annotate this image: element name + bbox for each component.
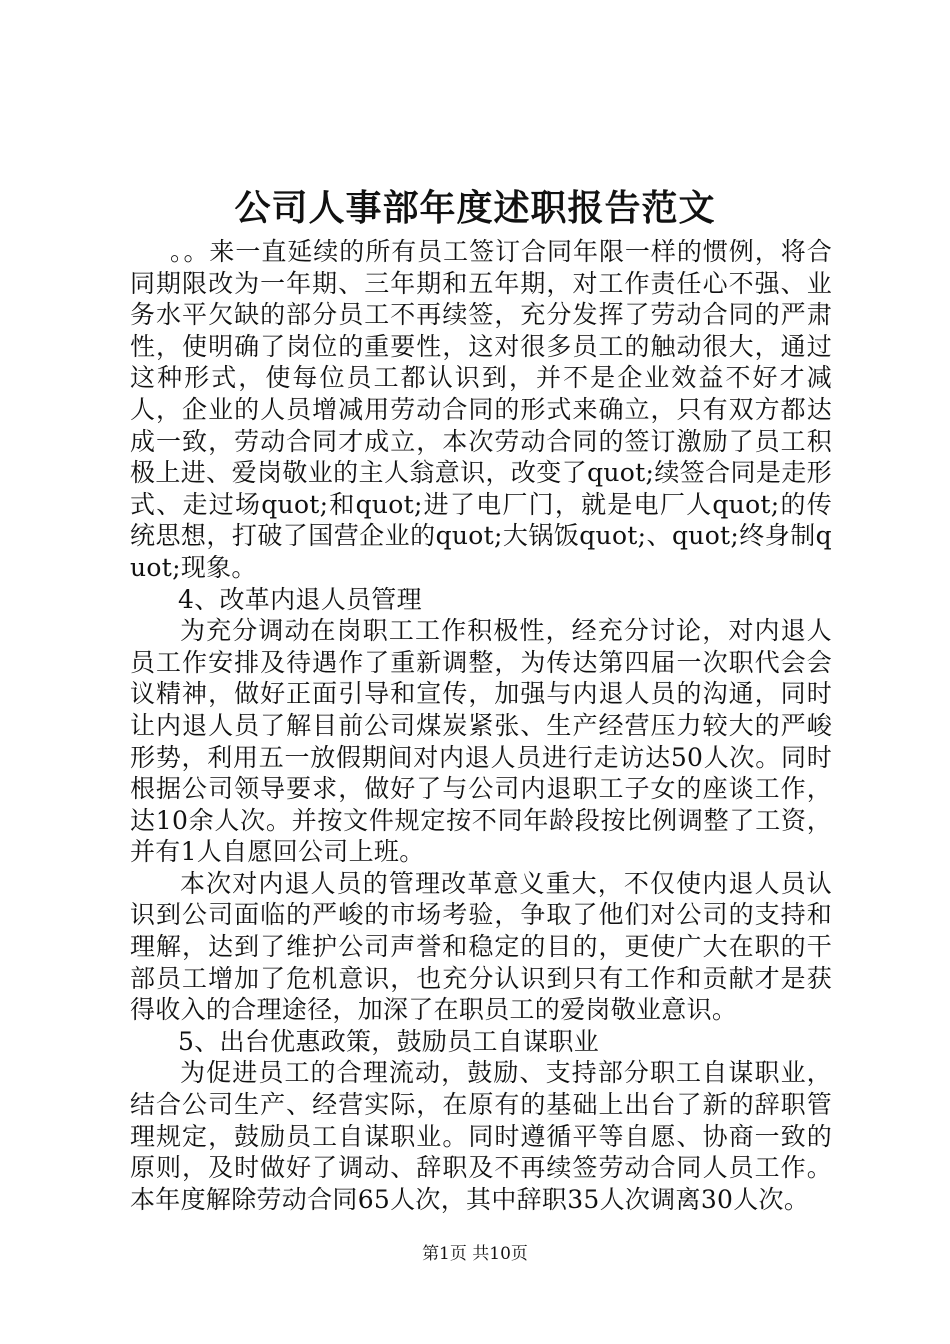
page-number: 第1页 xyxy=(422,1244,467,1264)
paragraph-labor-contract: 。。来一直延续的所有员工签订合同年限一样的惯例，将合同期限改为一年期、三年期和五年期，对工作责任心不强、业务水平欠缺的部分员工不再续签，充分发挥了劳动合同的严肃性，使明确了岗位的重要性，这对很多员工的触动很大，通过这种形式，使每位员工都认识到，并不是企业效益不好才减人，企业的人员增减用劳动合同的形式来确立，只有双方都达成一致，劳动合同才成立，本次劳动合同的签订激励了员工积极上进、爱岗敬业的主人翁意识，改变了quot;续签合同是走形式、走过场quot;和quot;进了电厂门，就是电厂人quot;的传统思想，打破了国营企业的quot;大锅饭quot;、quot;终身制quot;现象。 xyxy=(130,237,832,582)
page-total: 共10页 xyxy=(472,1244,528,1264)
page-footer xyxy=(0,1242,950,1266)
paragraph-reform-significance: 本次对内退人员的管理改革意义重大，不仅使内退人员认识到公司面临的严峻的市场考验，争取了他们对公司的支持和理解，达到了维护公司声誉和稳定的目的，更使广大在职的干部员工增加了危机意识，也充分认识到只有工作和贡献才是获得收入的合理途径，加深了在职员工的爱岗敬业意识。 xyxy=(130,868,832,1025)
section-heading-self-employment: 5、出台优惠政策，鼓励员工自谋职业 xyxy=(178,1026,600,1056)
document-title: 公司人事部年度述职报告范文 xyxy=(234,187,716,229)
section-heading-retired-staff: 4、改革内退人员管理 xyxy=(178,584,422,614)
paragraph-self-employment-policy: 为促进员工的合理流动，鼓励、支持部分职工自谋职业，结合公司生产、经营实际，在原有的基础上出台了新的辞职管理规定，鼓励员工自谋职业。同时遵循平等自愿、协商一致的原则，及时做好了调动、辞职及不再续签劳动合同人员工作。本年度解除劳动合同65人次，其中辞职35人次调离30人次。 xyxy=(130,1058,832,1214)
paragraph-retired-staff-adjustment: 为充分调动在岗职工工作积极性，经充分讨论，对内退人员工作安排及待遇作了重新调整，为传达第四届一次职代会会议精神，做好正面引导和宣传，加强与内退人员的沟通，同时让内退人员了解目前公司煤炭紧张、生产经营压力较大的严峻形势，利用五一放假期间对内退人员进行走访达50人次。同时根据公司领导要求，做好了与公司内退职工子女的座谈工作，达10余人次。并按文件规定按不同年龄段按比例调整了工资，并有1人自愿回公司上班。 xyxy=(130,616,832,867)
document-body xyxy=(130,236,832,1215)
